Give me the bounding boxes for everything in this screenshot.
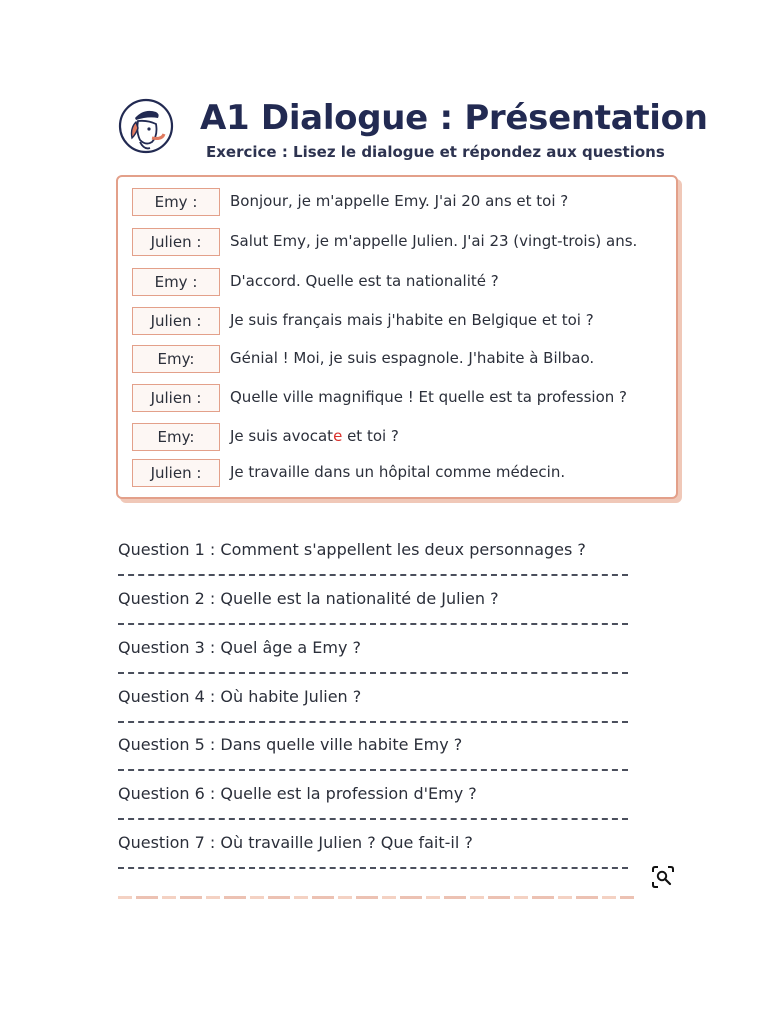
- question-text: Question 1 : Comment s'appellent les deux personnages ?: [118, 540, 586, 559]
- exercise-instruction: Exercice : Lisez le dialogue et répondez aux questions: [206, 143, 665, 161]
- speaker-label: Julien :: [132, 307, 220, 335]
- question-text: Question 2 : Quelle est la nationalité de Julien ?: [118, 589, 499, 608]
- question-item: [118, 538, 638, 586]
- question-item: [118, 733, 638, 781]
- dialogue-text: Bonjour, je m'appelle Emy. J'ai 20 ans et toi ?: [230, 192, 569, 210]
- question-item: [118, 782, 638, 830]
- dialogue-text: Je travaille dans un hôpital comme médecin.: [230, 463, 566, 481]
- speaker-label: Julien :: [132, 459, 220, 487]
- speaker-label: Julien :: [132, 384, 220, 412]
- answer-line: [118, 574, 628, 576]
- dialogue-line: [132, 384, 672, 414]
- question-item: [118, 685, 638, 733]
- answer-line: [118, 818, 628, 820]
- dialogue-line: [132, 423, 672, 453]
- answer-line: [118, 769, 628, 771]
- speaker-label: Emy :: [132, 188, 220, 216]
- question-text: Question 4 : Où habite Julien ?: [118, 687, 362, 706]
- visual-search-button[interactable]: [648, 862, 678, 892]
- question-text: Question 7 : Où travaille Julien ? Que fait-il ?: [118, 833, 473, 852]
- dialogue-line: [132, 188, 672, 218]
- dialogue-text: D'accord. Quelle est ta nationalité ?: [230, 272, 499, 290]
- dialogue-text: [230, 423, 399, 449]
- dialogue-line: [132, 228, 672, 258]
- question-item: [118, 636, 638, 684]
- answer-line: [118, 623, 628, 625]
- question-item: [118, 587, 638, 635]
- dialogue-text: Je suis français mais j'habite en Belgique et toi ?: [230, 311, 594, 329]
- footer-credit-strip: [118, 896, 634, 899]
- dialogue-text: Génial ! Moi, je suis espagnole. J'habite à Bilbao.: [230, 349, 595, 367]
- question-text: Question 3 : Quel âge a Emy ?: [118, 638, 362, 657]
- dialogue-box: [116, 175, 678, 499]
- question-text: Question 6 : Quelle est la profession d'Emy ?: [118, 784, 477, 803]
- highlighted-letter: e: [333, 427, 343, 445]
- speaker-label: Julien :: [132, 228, 220, 256]
- answer-line: [118, 672, 628, 674]
- page-title: A1 Dialogue : Présentation: [200, 98, 708, 138]
- answer-line: [118, 867, 628, 869]
- dialogue-line: [132, 459, 672, 489]
- answer-line: [118, 721, 628, 723]
- speaker-label: Emy :: [132, 268, 220, 296]
- dog-with-beret-icon: [118, 98, 174, 154]
- speaker-label: Emy:: [132, 423, 220, 451]
- question-item: [118, 831, 638, 879]
- worksheet-header: [116, 96, 708, 162]
- visual-search-icon: [648, 862, 678, 892]
- dialogue-line: [132, 307, 672, 337]
- dialogue-line: [132, 268, 672, 298]
- speaker-label: Emy:: [132, 345, 220, 373]
- question-text: Question 5 : Dans quelle ville habite Emy ?: [118, 735, 463, 754]
- dialogue-line: [132, 345, 672, 375]
- dialogue-text-part: Je suis avocat: [230, 427, 334, 445]
- dialogue-text: Salut Emy, je m'appelle Julien. J'ai 23 (vingt-trois) ans.: [230, 232, 638, 250]
- dialogue-text: Quelle ville magnifique ! Et quelle est ta profession ?: [230, 388, 628, 406]
- dialogue-text-part: et toi ?: [342, 427, 399, 445]
